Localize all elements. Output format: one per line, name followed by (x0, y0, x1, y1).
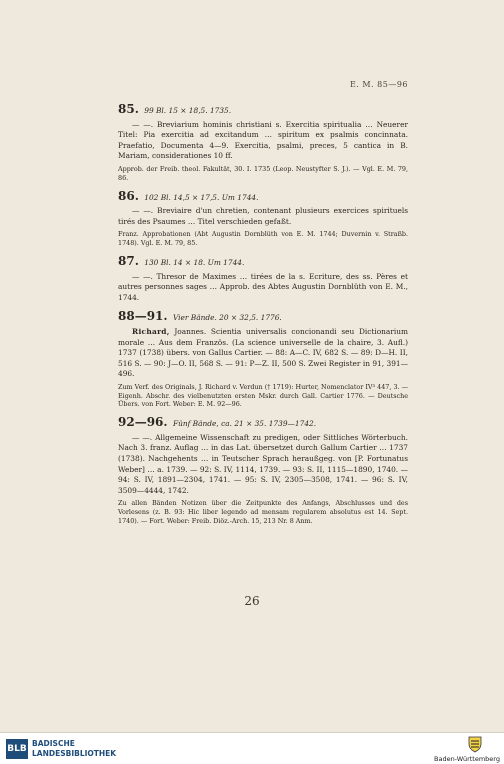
running-head: E. M. 85—96 (349, 80, 408, 89)
entry-author: Richard, (132, 326, 170, 336)
library-name[interactable]: BADISCHE LANDESBIBLIOTHEK (32, 739, 117, 758)
entry-meta: 99 Bl. 15 × 18,5. 1735. (144, 106, 232, 115)
entry-note: Zum Verf. des Originals, J. Richard v. Verdun († 1719): Hurter, Nomenclator IV³ 447, 3. — Eigenh. Abschr. des vielbenutzten ersten Mskr. durch Gall. Cartier 1776. — Deutsche Übers. von Fort. Weber: E. M. 92—96. (118, 382, 408, 409)
entry-text: — —. Breviaire d'un chretien, contenant plusieurs exercices spirituels tirés des Psaumes … Titel verschieden gefaßt. (118, 206, 408, 226)
entry-meta: 130 Bl. 14 × 18. Um 1744. (144, 257, 245, 267)
catalog-entries (118, 104, 408, 534)
entry-meta: Fünf Bände, ca. 21 × 35. 1739—1742. (172, 419, 317, 429)
entry-note: Franz. Approbationen (Abt Augustin Dornblüth von E. M. 1744; Duvernin v. Straßb. 1748). Vgl. E. M. 79, 85. (118, 230, 408, 248)
blb-logo[interactable]: BLB (6, 739, 28, 759)
entry-meta: 102 Bl. 14,5 × 17,5. Um 1744. (144, 192, 259, 202)
entry-note: Zu allen Bänden Notizen über die Zeitpunkte des Anfangs, Abschlusses und des Vorlesens (z. B. 93: Hic liber legendo ad mensam regularem absolutus est 14. Sept. 1740). — Fort. Weber: Freib. Diöz.-Arch. 15, 213 Nr. 8 Anm. (118, 499, 408, 526)
viewer-footer (0, 732, 504, 764)
entry-85 (118, 104, 408, 183)
entry-number: 92—96. (118, 415, 168, 430)
page-number: 26 (244, 594, 260, 608)
entry-number: 88—91. (118, 309, 168, 324)
state-label[interactable]: Baden-Württemberg (434, 755, 500, 763)
coat-of-arms-icon (466, 735, 484, 753)
entry-text: Richard, Joannes. Scientia universalis concionandi seu Dictionarium morale … Aus dem Französ. (La science universelle de la chaire, 3. Aufl.) 1737 (1738) übers. von Gallus Cartier. — 88: A—C. IV, 682 S. — 89: D—H. II, 516 S. — 90: J—O. II, 568 S. — 91: P—Z. II, 500 S. Zwei Register in 91, 391—496. (118, 326, 408, 379)
entry-86 (118, 188, 408, 248)
entry-text: — —. Thresor de Maximes … tirées de la s. Ecriture, des ss. Pères et autres personnes sages … Approb. des Abtes Augustin Dornblüth von E. M., 1744. (118, 271, 408, 302)
entry-note: Approb. der Freib. theol. Fakultät, 30. I. 1735 (Leop. Neustyfter S. J.). — Vgl. E. M. 79, 86. (118, 164, 408, 182)
entry-number: 86. (118, 188, 139, 203)
entry-text: — —. Allgemeine Wissenschaft zu predigen, oder Sittliches Wörterbuch. Nach 3. franz. Auflag … in das Lat. übersetzet durch Gallum Cartier … 1737 (1738). Nachgehents … in Teutscher Sprach heraußgeg. von [P. Fortunatus Weber] … a. 1739. — 92: S. IV, 1114, 1739. — 93: S. II, 1115—1890, 1740. — 94: S. IV, 1891—2304, 1741. — 95: S. IV, 2305—3508, 1741. — 96: S. IV, 3509—4444, 1742. (118, 432, 408, 495)
entry-number: 85. (118, 102, 139, 116)
entry-text: — —. Breviarium hominis christiani s. Exercitia spiritualia … Neuerer Titel: Pia exercitia ad excitandum … spiritum ex psalmis concinnata. Praefatio, Documenta 4—9. Exercitia, psalmi, preces, 5 cantica in B. Mariam, considerationes 10 ff. (118, 119, 408, 161)
entry-number: 87. (118, 253, 139, 268)
entry-92-96 (118, 417, 408, 526)
entry-88-91 (118, 311, 408, 409)
entry-meta: Vier Bände. 20 × 32,5. 1776. (172, 313, 282, 323)
entry-87 (118, 253, 408, 303)
